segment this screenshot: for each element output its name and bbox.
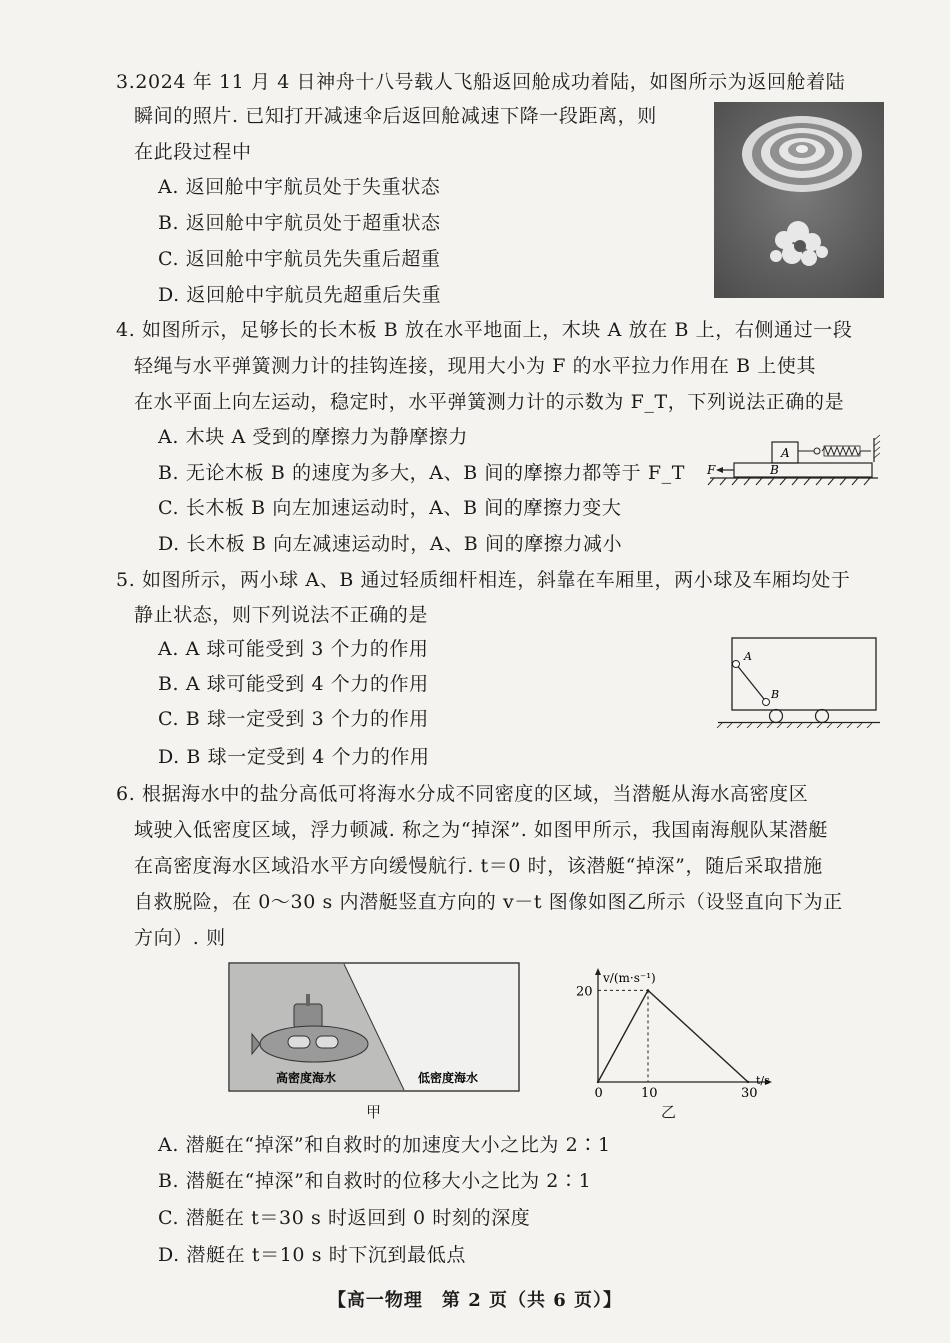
spring-icon	[822, 447, 861, 455]
svg-text:B: B	[771, 688, 780, 701]
wheel-right	[816, 710, 829, 723]
data-point	[747, 1081, 749, 1083]
y-axis-label: v/(m·s⁻¹)	[603, 971, 656, 985]
x-axis-label: t/s	[756, 1074, 770, 1087]
q6-option-c: C. 潜艇在 t＝30 s 时返回到 0 时刻的深度	[158, 1207, 531, 1229]
light-rod	[736, 664, 764, 699]
q6-stem-line1: 6. 根据海水中的盐分高低可将海水分成不同密度的区域，当潜艇从海水高密度区	[116, 783, 809, 805]
y-tick-label: 20	[576, 984, 593, 1000]
q5-option-a: A. A 球可能受到 3 个力的作用	[158, 638, 429, 660]
capsule-landing-photo	[714, 102, 884, 298]
figure-jia-caption: 甲	[366, 1103, 382, 1121]
data-point	[647, 989, 649, 991]
wheel-left	[770, 710, 783, 723]
figure-yi-caption: 乙	[661, 1103, 677, 1121]
q4-stem-line3: 在水平面上向左运动，稳定时，水平弹簧测力计的示数为 F_T，下列说法正确的是	[134, 391, 845, 413]
page-footer: 【高一物理 第 2 页（共 6 页）】	[327, 1290, 623, 1311]
q6-option-d: D. 潜艇在 t＝10 s 时下沉到最低点	[158, 1244, 466, 1266]
q3-option-b: B. 返回舱中宇航员处于超重状态	[158, 212, 441, 234]
q6-option-b: B. 潜艇在“掉深”和自救时的位移大小之比为 2∶1	[158, 1170, 592, 1192]
carriage-box	[732, 638, 876, 710]
q3-option-c: C. 返回舱中宇航员先失重后超重	[158, 248, 441, 270]
label-f: F	[707, 463, 716, 477]
ball-b	[763, 699, 770, 706]
x-tick-label: 0	[594, 1086, 603, 1098]
vt-line	[598, 990, 748, 1082]
svg-text:A: A	[744, 650, 752, 663]
q5-option-b: B. A 球可能受到 4 个力的作用	[158, 673, 429, 695]
q5-option-d: D. B 球一定受到 4 个力的作用	[158, 746, 430, 768]
q6-option-a: A. 潜艇在“掉深”和自救时的加速度大小之比为 2∶1	[158, 1134, 611, 1156]
q4-stem-line1: 4. 如图所示，足够长的长木板 B 放在水平地面上，木块 A 放在 B 上，右侧通过一段	[116, 319, 853, 341]
board-spring-diagram	[706, 432, 886, 496]
low-density-label: 低密度海水	[418, 1071, 479, 1085]
q6-stem-line3: 在高密度海水区域沿水平方向缓慢航行. t＝0 时，该潜艇“掉深”，随后采取措施	[134, 855, 823, 877]
vt-chart	[568, 962, 788, 1102]
q3-stem-line2: 瞬间的照片. 已知打开减速伞后返回舱减速下降一段距离，则	[134, 105, 657, 127]
label-a: A	[781, 446, 790, 460]
q4-option-c: C. 长木板 B 向左加速运动时，A、B 间的摩擦力变大	[158, 497, 622, 519]
q4-stem-line2: 轻绳与水平弹簧测力计的挂钩连接，现用大小为 F 的水平拉力作用在 B 上使其	[134, 355, 817, 377]
label-b: B	[770, 463, 779, 477]
q4-option-b: B. 无论木板 B 的速度为多大，A、B 间的摩擦力都等于 F_T	[158, 462, 686, 484]
q6-stem-line5: 方向）. 则	[134, 927, 226, 949]
q5-stem-line1: 5. 如图所示，两小球 A、B 通过轻质细杆相连，斜靠在车厢里，两小球及车厢均处于	[116, 569, 851, 591]
ball-a	[733, 661, 740, 668]
q6-stem-line2: 域驶入低密度区域，浮力顿减. 称之为“掉深”. 如图甲所示，我国南海舰队某潜艇	[134, 819, 828, 841]
q6-stem-line4: 自救脱险，在 0～30 s 内潜艇竖直方向的 v－t 图像如图乙所示（设竖直向下为正	[134, 891, 843, 913]
board-b	[734, 463, 872, 477]
q4-option-a: A. 木块 A 受到的摩擦力为静摩擦力	[158, 426, 469, 448]
q3-option-d: D. 返回舱中宇航员先超重后失重	[158, 284, 442, 306]
carriage-diagram	[714, 632, 882, 732]
x-tick-label: 30	[741, 1086, 758, 1098]
q3-stem-line1: 3.2024 年 11 月 4 日神舟十八号载人飞船返回舱成功着陆，如图所示为返回舱着陆	[116, 71, 846, 93]
q5-stem-line2: 静止状态，则下列说法不正确的是	[134, 604, 429, 626]
high-density-label: 高密度海水	[276, 1071, 337, 1085]
submarine-figure	[228, 962, 520, 1096]
x-tick-label: 10	[641, 1086, 658, 1098]
q5-option-c: C. B 球一定受到 3 个力的作用	[158, 708, 429, 730]
parachute-icon	[742, 116, 862, 192]
data-point	[597, 1081, 599, 1083]
q3-stem-line3: 在此段过程中	[134, 141, 252, 163]
q4-option-d: D. 长木板 B 向左减速运动时，A、B 间的摩擦力减小	[158, 533, 623, 555]
q3-option-a: A. 返回舱中宇航员处于失重状态	[158, 176, 441, 198]
